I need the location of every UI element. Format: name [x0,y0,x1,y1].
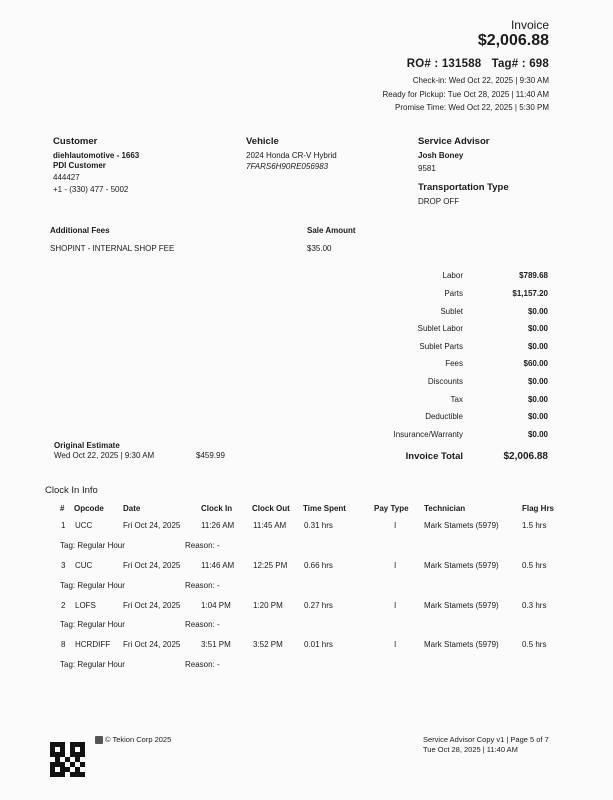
table-row-clock-out: 1:20 PM [253,601,283,610]
table-row-pay-type: I [394,601,397,610]
printed-time: Tue Oct 28, 2025 | 11:40 AM [423,745,518,754]
table-row-num: 2 [61,601,66,610]
customer-phone: +1 - (330) 477 - 5002 [53,185,129,194]
table-row-pay-type: I [394,521,397,530]
table-row-flag-hrs: 1.5 hrs [522,521,547,530]
table-row-opcode: CUC [75,561,93,570]
table-row-reason: Reason: - [185,660,220,669]
qr-code [50,742,85,777]
table-row-clock-in: 1:04 PM [201,601,231,610]
customer-name: PDI Customer [53,161,106,170]
vehicle-block [246,136,337,171]
checkin-time: Check-in: Wed Oct 22, 2025 | 9:30 AM [412,76,549,85]
copy-info: Service Advisor Copy v1 | Page 5 of 7 [423,735,549,744]
total-value-insurance: $0.00 [527,430,548,439]
total-label-labor: Labor [442,271,463,280]
col-header-technician: Technician [424,504,466,513]
table-row-time-spent: 0.31 hrs [304,521,333,530]
copyright: © Tekion Corp 2025 [105,735,172,744]
table-row-pay-type: I [394,561,397,570]
total-label-discounts: Discounts [427,377,463,386]
customer-account: diehlautomotive - 1663 [53,151,140,160]
table-row-clock-out: 11:45 AM [253,521,287,530]
transport-type: DROP OFF [418,197,460,206]
total-value-labor: $789.68 [519,271,548,280]
total-label-sublet: Sublet [440,307,463,316]
table-row-tag: Tag: Regular Hour [60,541,125,550]
total-value-sublet: $0.00 [527,307,548,316]
estimate-title: Original Estimate [54,441,120,450]
table-row-reason: Reason: - [185,581,220,590]
col-header-clock-out: Clock Out [252,504,290,513]
table-row-tag: Tag: Regular Hour [60,620,125,629]
fee-amount: $35.00 [307,244,332,253]
table-row-date: Fri Oct 24, 2025 [123,561,181,570]
table-row-flag-hrs: 0.5 hrs [522,640,547,649]
table-row-technician: Mark Stamets (5979) [424,601,499,610]
table-row-date: Fri Oct 24, 2025 [123,521,181,530]
table-row-technician: Mark Stamets (5979) [424,561,499,570]
table-row-time-spent: 0.27 hrs [304,601,333,610]
table-row-flag-hrs: 0.5 hrs [522,561,547,570]
total-label-deductible: Deductible [425,412,463,421]
fee-item: SHOPINT - INTERNAL SHOP FEE [50,244,175,253]
transport-title: Transportation Type [418,182,509,193]
invoice-total-value: $2,006.88 [503,451,548,462]
total-value-sublet-parts: $0.00 [527,342,548,351]
vehicle-vin: 7FARS6H90RE056983 [246,162,329,171]
table-row-num: 1 [61,521,66,530]
col-header-num: # [60,504,65,513]
table-row-date: Fri Oct 24, 2025 [123,601,181,610]
table-row-reason: Reason: - [185,620,220,629]
total-value-discounts: $0.00 [527,377,548,386]
vehicle-title: Vehicle [246,136,279,147]
fees-header: Additional Fees [50,226,110,235]
table-row-clock-out: 12:25 PM [253,561,288,570]
table-row-date: Fri Oct 24, 2025 [123,640,181,649]
promise-time: Promise Time: Wed Oct 22, 2025 | 5:30 PM [395,103,549,112]
table-row-num: 3 [61,561,66,570]
total-value-sublet-labor: $0.00 [527,324,548,333]
table-row-opcode: HCRDIFF [75,640,111,649]
col-header-flag-hrs: Flag Hrs [522,504,555,513]
ro-tag-number: RO# : 131588 Tag# : 698 [406,58,549,70]
table-row-opcode: LOFS [75,601,96,610]
total-value-fees: $60.00 [523,359,548,368]
header-amount: $2,006.88 [477,32,549,49]
table-row-opcode: UCC [75,521,93,530]
table-row-flag-hrs: 0.3 hrs [522,601,547,610]
estimate-date: Wed Oct 22, 2025 | 9:30 AM [54,451,155,460]
customer-block [53,136,139,194]
ready-for-pickup: Ready for Pickup: Tue Oct 28, 2025 | 11:40 AM [382,90,549,99]
clock-in-title: Clock In Info [45,485,98,496]
total-label-sublet-labor: Sublet Labor [417,324,463,333]
tekion-logo-icon [95,736,103,744]
total-label-fees: Fees [445,359,463,368]
table-row-technician: Mark Stamets (5979) [424,521,499,530]
total-label-sublet-parts: Sublet Parts [419,342,463,351]
advisor-block [418,136,509,206]
advisor-id: 9581 [418,164,436,173]
table-row-tag: Tag: Regular Hour [60,660,125,669]
document-title: Invoice [510,18,549,32]
col-header-clock-in: Clock In [201,504,233,513]
total-label-parts: Parts [444,289,463,298]
table-row-clock-out: 3:52 PM [253,640,283,649]
advisor-name: Josh Boney [418,151,464,160]
table-row-tag: Tag: Regular Hour [60,581,125,590]
table-row-clock-in: 11:26 AM [201,521,235,530]
total-label-insurance: Insurance/Warranty [393,430,463,439]
total-label-tax: Tax [450,395,463,404]
col-header-opcode: Opcode [74,504,104,513]
invoice-total-label: Invoice Total [405,451,463,462]
col-header-date: Date [123,504,141,513]
total-value-parts: $1,157.20 [512,289,548,298]
table-row-clock-in: 3:51 PM [201,640,231,649]
vehicle-model: 2024 Honda CR-V Hybrid [246,151,337,160]
col-header-time-spent: Time Spent [303,504,346,513]
customer-number: 444427 [53,173,80,182]
table-row-time-spent: 0.66 hrs [304,561,333,570]
sale-amount-header: Sale Amount [307,226,356,235]
table-row-technician: Mark Stamets (5979) [424,640,499,649]
total-value-deductible: $0.00 [527,412,548,421]
table-row-time-spent: 0.01 hrs [304,640,333,649]
col-header-pay-type: Pay Type [374,504,409,513]
table-row-num: 8 [61,640,66,649]
table-row-reason: Reason: - [185,541,220,550]
customer-title: Customer [53,136,98,147]
table-row-clock-in: 11:46 AM [201,561,235,570]
estimate-amount: $459.99 [196,451,225,460]
advisor-title: Service Advisor [418,136,490,147]
total-value-tax: $0.00 [527,395,548,404]
table-row-pay-type: I [394,640,397,649]
